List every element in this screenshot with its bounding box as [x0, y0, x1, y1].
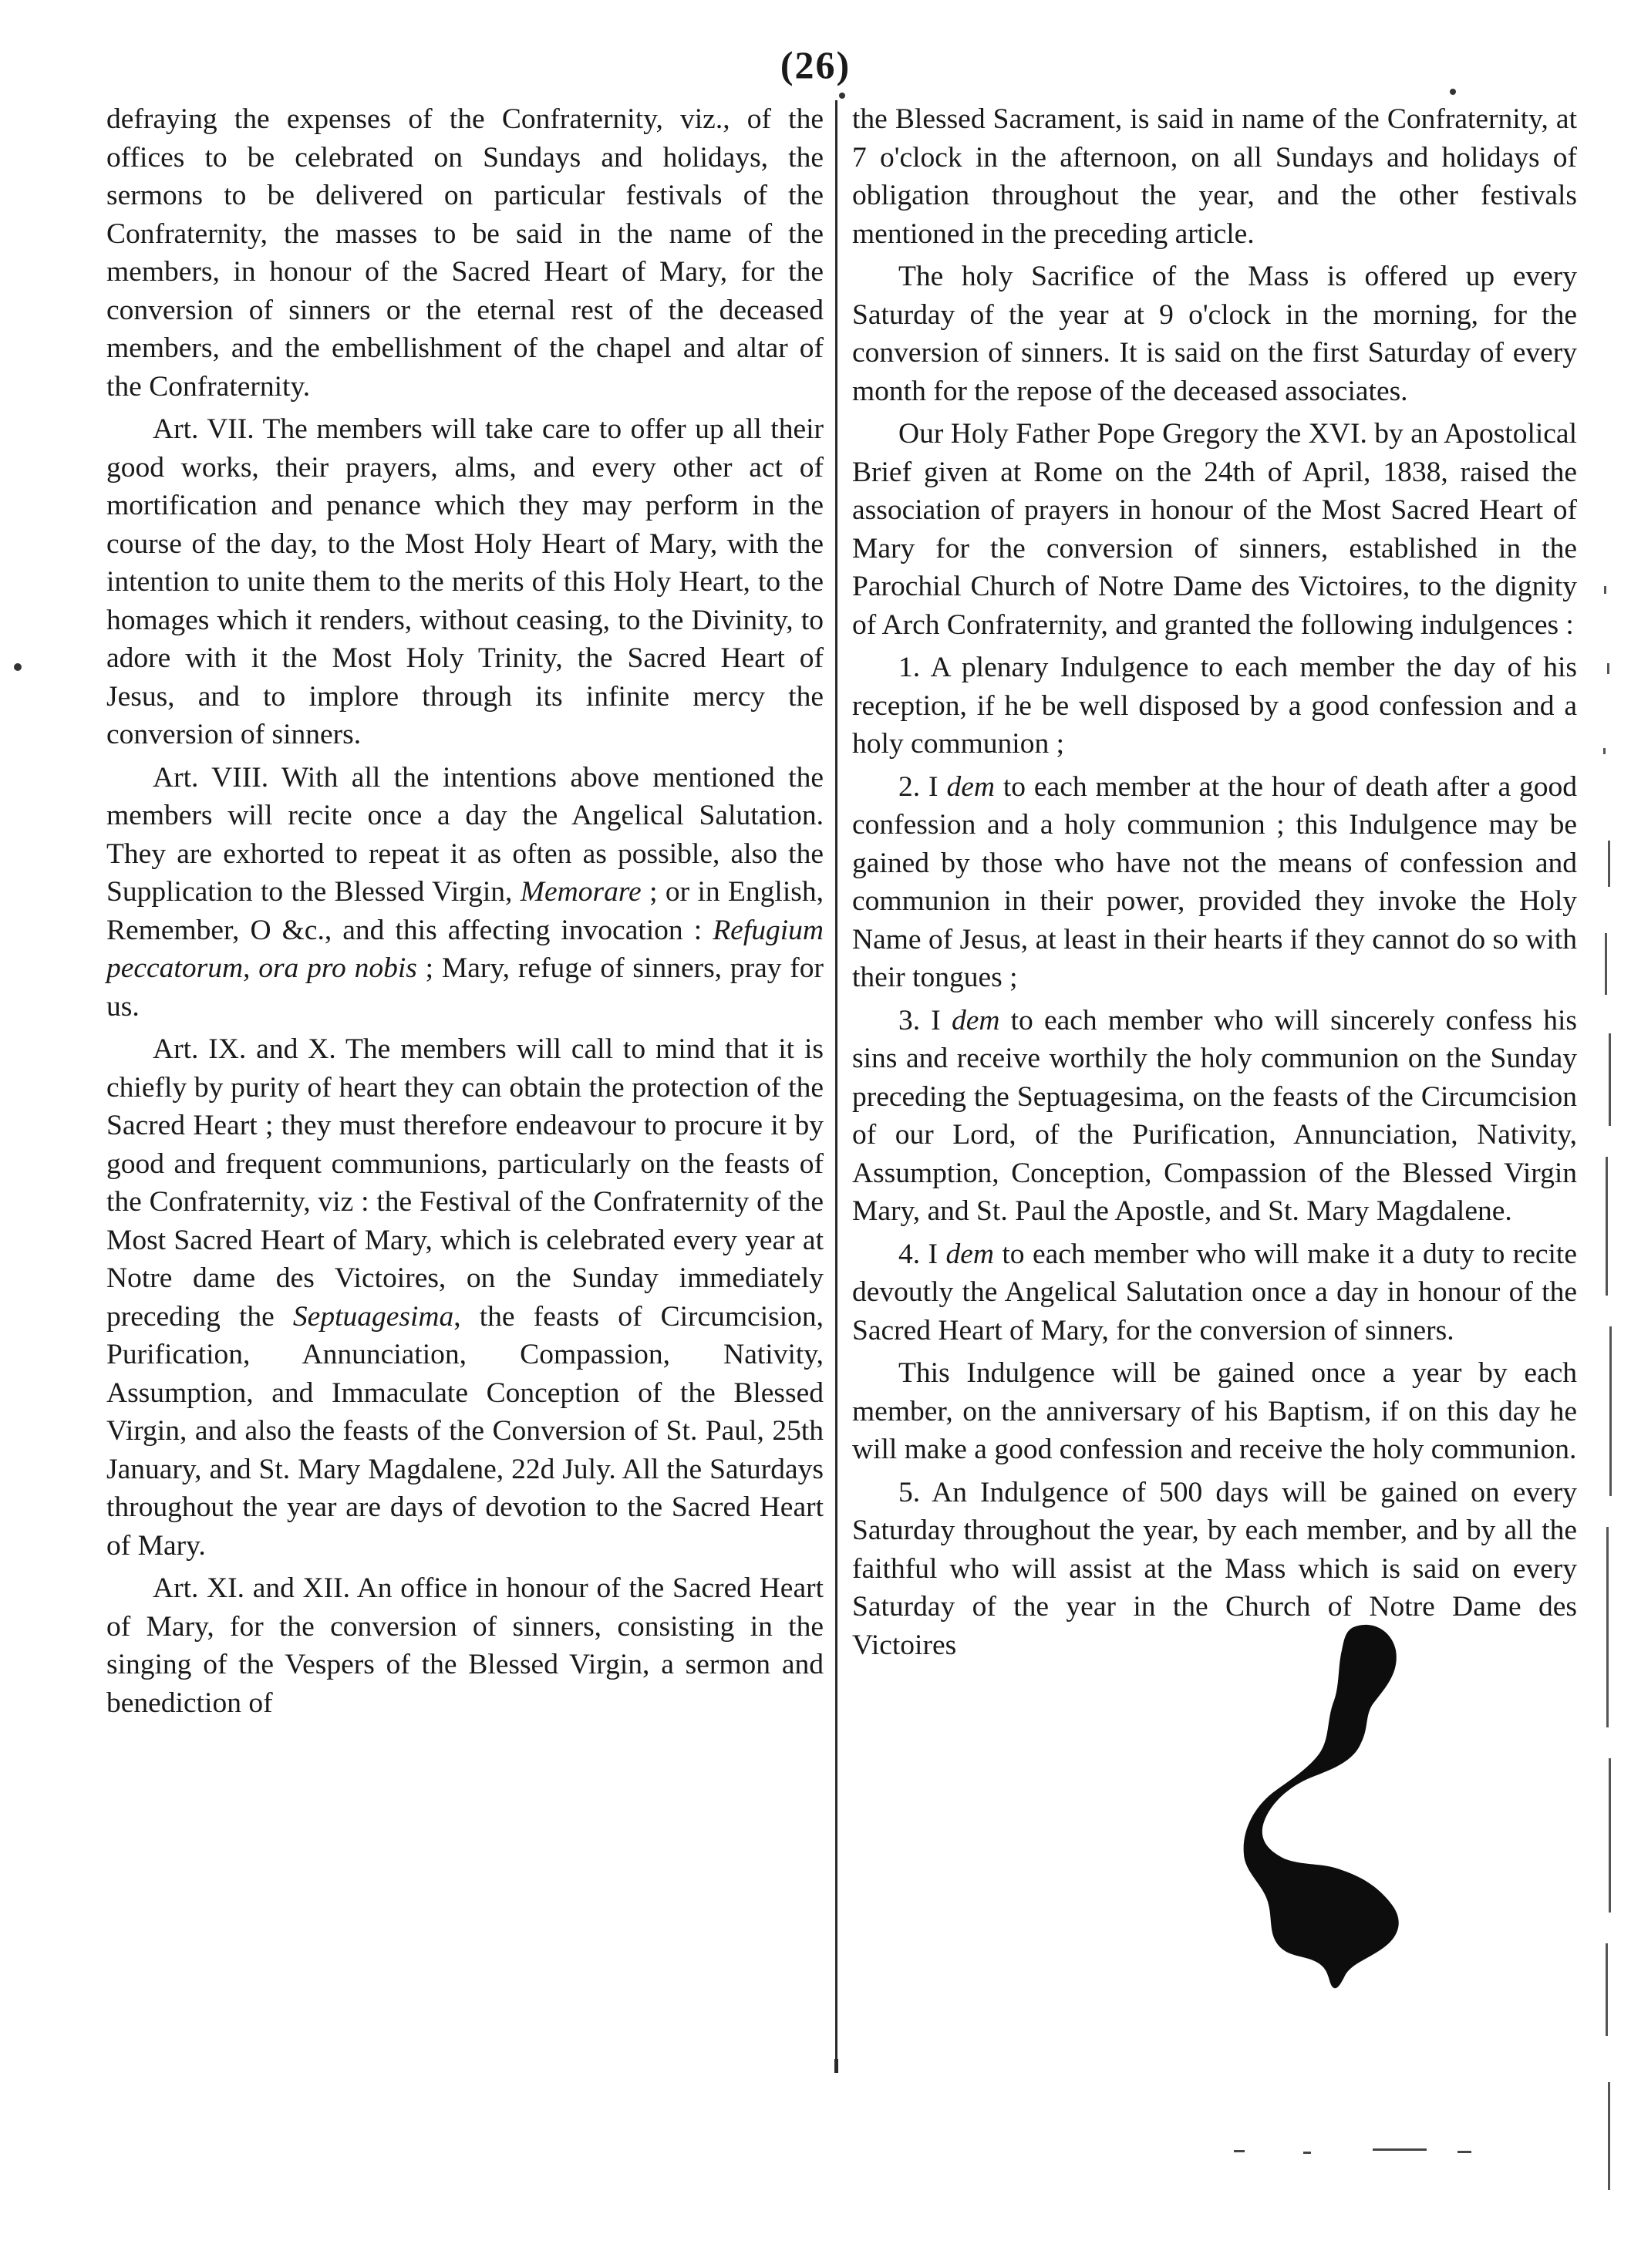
- column-divider-tail: [834, 2059, 838, 2073]
- stray-dot-1: [839, 93, 845, 99]
- left-column: [106, 100, 824, 1722]
- indulgence-4-note: This Indulgence will be gained once a year by each member, on the anniversary of his Baptism, if on this day he will make a good confession and receive the holy communion.: [852, 1357, 1577, 1465]
- ink-blot-stain: [1238, 1619, 1438, 2036]
- indulgence-3: 3. I dem to each member who will sincerely confess his sins and receive worthily the holy communion on the Sunday preceding the Septuagesima, on the feasts of the Circumcision of our Lord, of the Purification, Annunciation, Nativity, Assumption, Conception, Compassion of the Blessed Virgin Mary, and St. Paul the Apostle, and St. Mary Magdalene.: [852, 1004, 1577, 1227]
- italic-text: Septuagesima: [292, 1300, 454, 1333]
- left-paragraph-1: defraying the expenses of the Confraternity, viz., of the offices to be celebrated on Sundays and holidays, the sermons to be delivered on particular festivals of the Confraternity, the masses to be said in the name of the members, in honour of the Sacred Heart of Mary, for the conversion of sinners or the eternal rest of the deceased members, and the embellishment of the chapel and altar of the Confraternity.: [106, 103, 824, 403]
- right-paragraph-mass: The holy Sacrifice of the Mass is offered up every Saturday of the year at 9 o'clock in the morning, for the conversion of sinners. It is said on the first Saturday of every month for the repose of the deceased associates.: [852, 261, 1577, 407]
- right-column: [852, 100, 1577, 1664]
- italic-text: dem: [945, 1238, 994, 1270]
- italic-text: dem: [951, 1004, 1000, 1036]
- indulgence-2: 2. I dem to each member at the hour of death after a good confession and a holy communion ; this Indulgence may be gained by those who have not the means of confession and communion in their power, provided they invoke the Holy Name of Jesus, at least in their hearts if they cannot do so with their tongues ;: [852, 770, 1577, 993]
- italic-text: dem: [946, 770, 995, 803]
- indulgence-4: 4. I dem to each member who will make it a duty to recite devoutly the Angelical Salutation once a day in honour of the Sacred Heart of Mary, for the conversion of sinners.: [852, 1238, 1577, 1346]
- stray-dot-2: [1450, 89, 1456, 95]
- article-ix-x: Art. IX. and X. The members will call to mind that it is chiefly by purity of heart they can obtain the protection of the Sacred Heart ; they must therefore endeavour to procure it by good and frequent communions, particularly on the feasts of the Confraternity, viz : the Festival of the Confraternity of the Most Sacred Heart of Mary, which is celebrated every year at Notre dame des Victoires, on the Sunday immediately preceding the Septuagesima, the feasts of Circumcision, Purification, Annunciation, Compassion, Nativity, Assumption, and Immaculate Conception of the Blessed Virgin, and also the feasts of the Conversion of St. Paul, 25th January, and St. Mary Magdalene, 22d July. All the Saturdays throughout the year are days of devotion to the Sacred Heart of Mary.: [106, 1033, 824, 1562]
- right-paragraph-1: the Blessed Sacrament, is said in name of the Confraternity, at 7 o'clock in the afternoon, on all Sundays and holidays of obligation throughout the year, and the other festivals mentioned in the preceding article.: [852, 103, 1577, 250]
- margin-speckle: [1596, 571, 1619, 2229]
- right-paragraph-brief: Our Holy Father Pope Gregory the XVI. by an Apostolical Brief given at Rome on the 24th of April, 1838, raised the association of prayers in honour of the Most Sacred Heart of Mary for the conversion of sinners, established in the Parochial Church of Notre Dame des Victoires, to the dignity of Arch Confraternity, and granted the following indulgences :: [852, 418, 1577, 641]
- indulgence-5: 5. An Indulgence of 500 days will be gained on every Saturday throughout the year, by each member, and by all the faithful who will assist at the Mass which is said on every Saturday of the year in the Church of Notre Dame des Victoires: [852, 1476, 1577, 1661]
- article-vii: Art. VII. The members will take care to offer up all their good works, their prayers, alms, and every other act of mortification and penance which they may perform in the course of the day, to the Most Holy Heart of Mary, with the intention to unite them to the merits of this Holy Heart, to the homages which it renders, without ceasing, to the Divinity, to adore with it the Most Holy Trinity, the Sacred Heart of Jesus, and to implore through its infinite mercy the conversion of sinners.: [106, 413, 824, 750]
- indulgence-1: 1. A plenary Indulgence to each member the day of his reception, if he be well disposed by a good confession and a holy communion ;: [852, 652, 1577, 760]
- stray-dot-3: [14, 663, 22, 671]
- page-number: (26): [780, 43, 851, 86]
- article-viii: Art. VIII. With all the intentions above mentioned the members will recite once a day the Angelical Salutation. They are exhorted to repeat it as often as possible, also the Supplication to the Blessed Virgin, Memorare ; or in English, Remember, O &c., and this affecting invocation : Refugium peccatorum, ora pro nobis ; Mary, refuge of sinners, pray for us.: [106, 761, 824, 1023]
- bottom-smudge-marks: [1234, 2144, 1542, 2159]
- italic-text: Memorare: [520, 876, 642, 908]
- article-xi-xii: Art. XI. and XII. An office in honour of the Sacred Heart of Mary, for the conversion of sinners, consisting in the singing of the Vespers of the Blessed Virgin, a sermon and benediction of: [106, 1572, 824, 1719]
- column-divider: [835, 100, 837, 2059]
- italic-text: Refugium peccatorum, ora pro nobis: [106, 914, 824, 984]
